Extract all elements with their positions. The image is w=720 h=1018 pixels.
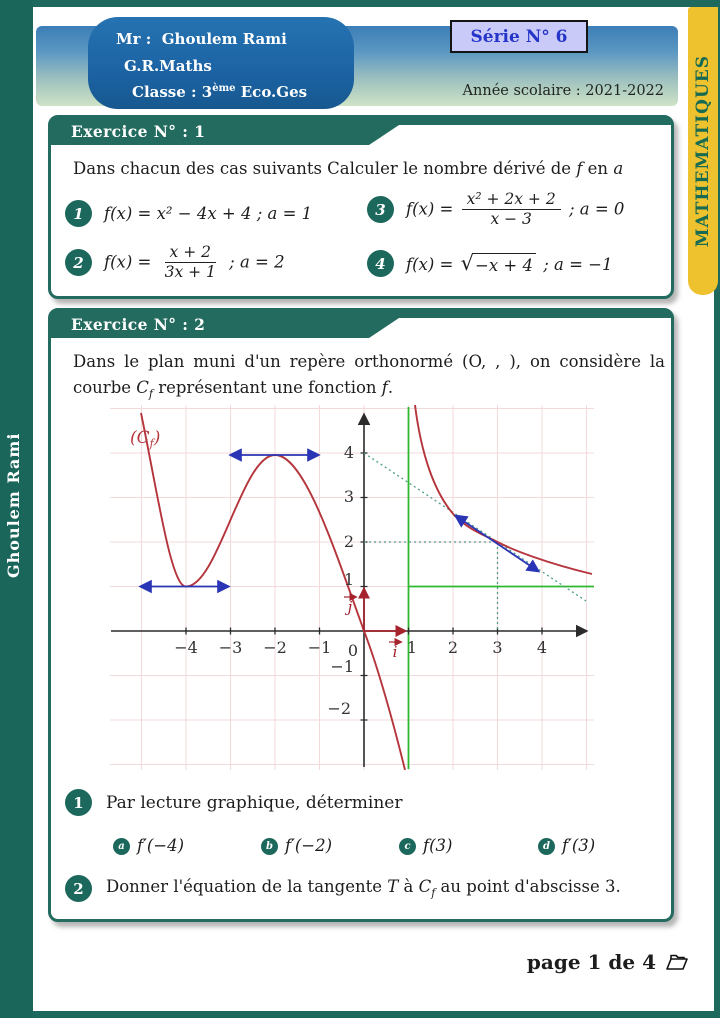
subitem-d [538, 836, 595, 855]
ex1-item-3 [367, 190, 624, 230]
item-4-badge: 4 [367, 250, 394, 277]
item-2-pre: f(x) = [104, 252, 157, 272]
curve-symbol [136, 377, 153, 400]
var-T: T [387, 877, 399, 897]
intro-mid: en [582, 159, 614, 178]
curve-letter: C [136, 377, 149, 397]
item-3-math [406, 190, 624, 230]
y-tick-label: 4 [343, 443, 354, 462]
square-root [460, 250, 536, 275]
bottom-border [0, 1011, 720, 1018]
subitem-b-math: f′(−2) [285, 836, 333, 855]
curve-subscript: f [148, 386, 153, 400]
y-tick-label: −1 [330, 657, 354, 676]
item-1-math: f(x) = x² − 4x + 4 ; a = 1 [104, 204, 313, 223]
item-4-math [406, 250, 613, 275]
exercise-1-intro [73, 156, 649, 182]
question-1 [65, 789, 403, 816]
intro-text: Dans chacun des cas suivants Calculer le nombre dérivé de [73, 159, 577, 178]
intro-text: Dans le plan muni d'un repère orthonormé (O, , ), on considère la courbe [73, 352, 665, 397]
item-3-post: ; a = 0 [563, 199, 625, 219]
ex1-item-2 [65, 243, 285, 283]
page-footer [527, 950, 690, 974]
item-2-post: ; a = 2 [223, 252, 285, 272]
exercise-2-box [48, 308, 674, 922]
var-f: f [576, 159, 583, 178]
teacher-prefix: Mr : [116, 30, 152, 48]
x-tick-label: −1 [307, 638, 332, 657]
fraction-numerator: x² + 2x + 2 [462, 190, 561, 210]
question-1-badge: 1 [65, 789, 92, 816]
subitem-b-badge: b [261, 838, 278, 855]
teacher-info-bubble [88, 17, 354, 109]
x-tick-label: 3 [492, 638, 503, 657]
ex1-item-4 [367, 250, 612, 277]
subitem-d-badge: d [538, 838, 555, 855]
y-tick-label: 1 [343, 570, 354, 589]
exercise-1-box [48, 115, 674, 299]
subitem-a [113, 836, 184, 855]
q2-mid: à [398, 877, 419, 897]
subitem-a-badge: a [113, 838, 130, 855]
q2-post: au point d'abscisse 3. [435, 877, 621, 897]
i-vector-label: i [392, 643, 398, 661]
curve-name-label: $(C_f)$ [130, 428, 161, 450]
y-tick-label: 3 [343, 487, 354, 506]
y-tick-label: −2 [327, 699, 351, 718]
fraction [462, 190, 561, 230]
q2-pre: Donner l'équation de la tangente [106, 877, 388, 897]
question-2-text [106, 877, 621, 899]
question-1-text: Par lecture graphique, déterminer [106, 792, 403, 813]
tangent-line-dotted [364, 453, 586, 601]
teacher-line [116, 30, 287, 48]
item-4-post: ; a = −1 [537, 254, 613, 274]
question-2 [65, 875, 621, 902]
series-number-label: Série N° 6 [470, 26, 568, 47]
intro-end: . [387, 377, 394, 397]
left-sidebar [0, 0, 33, 1018]
fraction-denominator: 3x + 1 [164, 263, 216, 282]
subject-tab-label: MATHEMATIQUES [693, 54, 713, 248]
top-border [0, 0, 720, 7]
teacher-name: Ghoulem Rami [161, 30, 287, 48]
curve-letter: C [418, 877, 432, 897]
subitem-c-math: f(3) [423, 836, 453, 855]
item-3-pre: f(x) = [406, 199, 459, 219]
exercise-2-intro [73, 349, 665, 402]
exercise-2-title: Exercice N° : 2 [71, 315, 206, 334]
fraction [160, 243, 221, 283]
x-tick-label: 1 [406, 638, 418, 657]
school-year-label: Année scolaire : 2021-2022 [462, 83, 664, 99]
radicand: −x + 4 [474, 253, 536, 275]
function-graph [108, 405, 598, 770]
ex1-item-1 [65, 200, 312, 227]
class-line [132, 83, 307, 101]
intro-mid: représentant une fonction [152, 377, 382, 397]
origin-label: 0 [347, 641, 359, 660]
fraction-numerator: x + 2 [165, 243, 216, 263]
sidebar-author-name: Ghoulem Rami [4, 432, 23, 578]
question-2-badge: 2 [65, 875, 92, 902]
item-3-badge: 3 [367, 196, 394, 223]
open-folder-icon [664, 952, 690, 972]
curve-left-branch [141, 413, 405, 770]
x-tick-label: −3 [218, 638, 243, 657]
item-2-math [104, 243, 285, 283]
y-tick-label: 2 [343, 532, 354, 551]
brand-line: G.R.Maths [124, 57, 212, 75]
class-sup: ème [212, 83, 236, 94]
class-pre: Classe : 3 [132, 83, 213, 101]
var-f: f [381, 377, 388, 397]
curve-subscript: f [431, 886, 436, 900]
class-post: Eco.Ges [235, 83, 308, 101]
series-number-box [450, 20, 588, 53]
x-tick-label: −4 [174, 638, 198, 657]
item-4-pre: f(x) = [406, 254, 459, 274]
page-number-label: page 1 de 4 [526, 950, 656, 974]
item-1-badge: 1 [65, 200, 92, 227]
x-tick-label: 2 [447, 638, 459, 657]
item-2-badge: 2 [65, 249, 92, 276]
curve-symbol [418, 877, 436, 900]
radical-sign: √ [460, 250, 474, 275]
x-tick-label: −2 [263, 638, 287, 657]
var-a: a [613, 159, 624, 178]
exercise-1-title: Exercice N° : 1 [71, 122, 206, 141]
subitem-d-math: f′(3) [562, 836, 596, 855]
subject-tab [688, 7, 718, 295]
subitem-a-math: f′(−4) [137, 836, 185, 855]
subitem-c [399, 836, 452, 855]
x-tick-label: 4 [536, 638, 548, 657]
j-vector-label: j [347, 598, 353, 616]
fraction-denominator: x − 3 [490, 210, 532, 229]
subitem-c-badge: c [399, 838, 416, 855]
subitem-b [261, 836, 332, 855]
